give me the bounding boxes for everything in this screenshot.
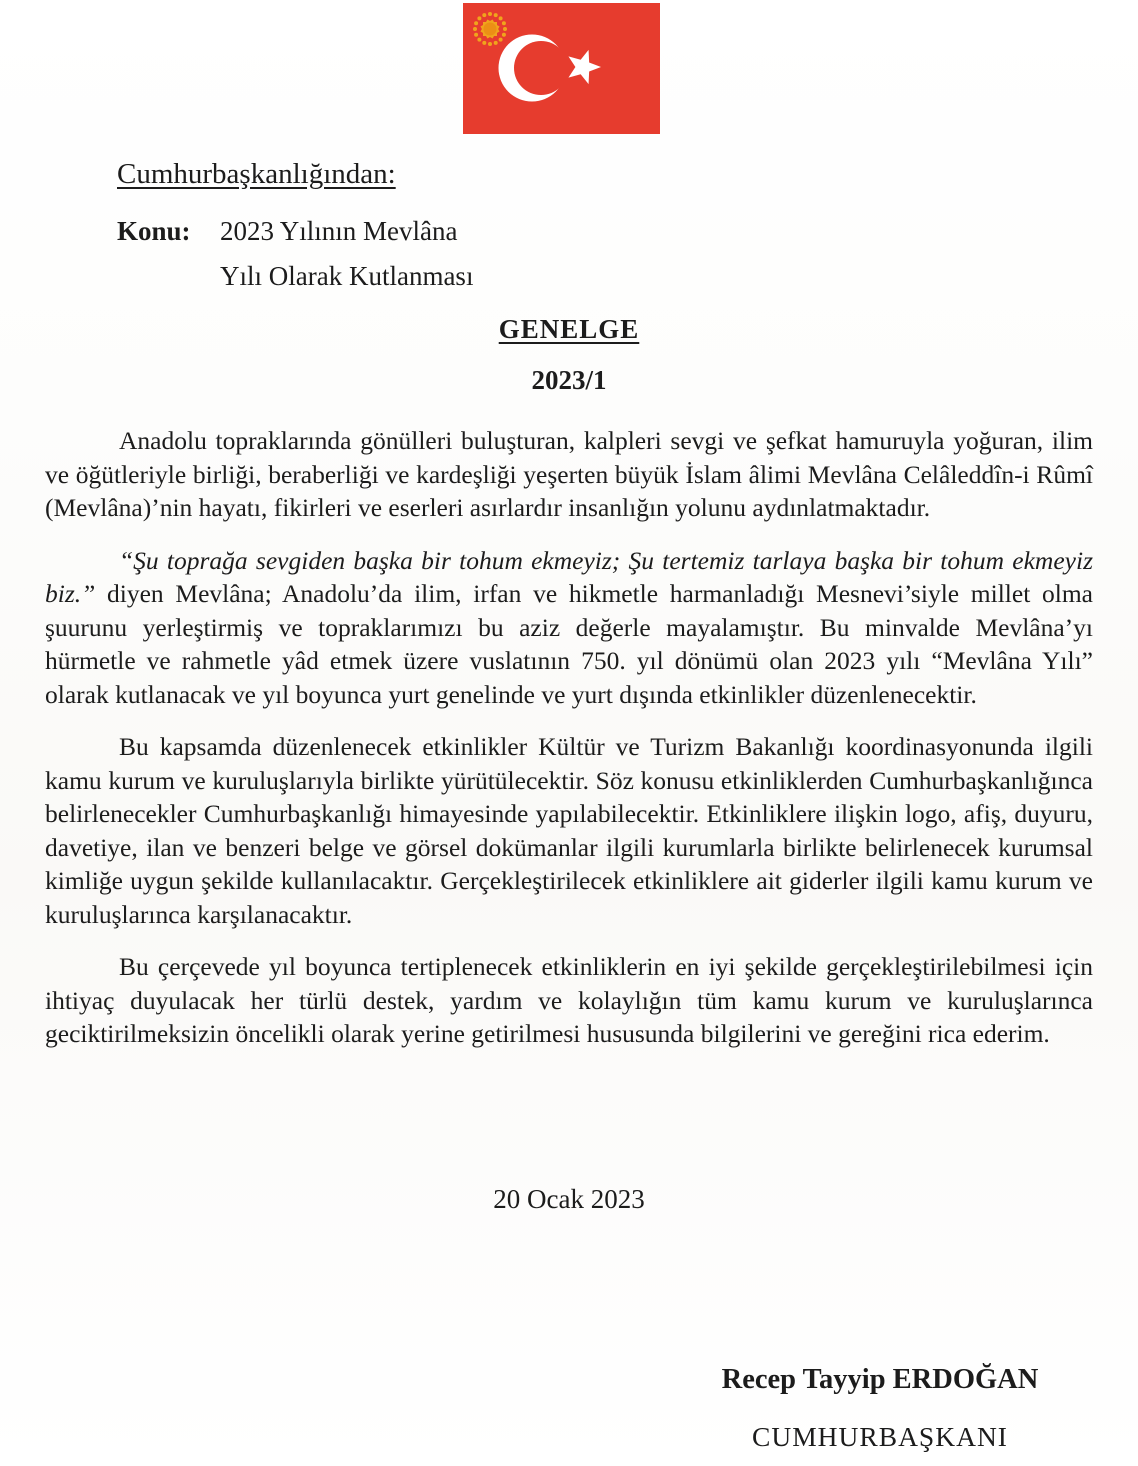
paragraph-3: Bu kapsamda düzenlenecek etkinlikler Kültür ve Turizm Bakanlığı koordinasyonunda ilgili kamu kurum ve kuruluşlarıyla birlikte yürütülecektir. Söz konusu etkinliklerden Cumhurbaşkanlığınca belirlenecekler Cumhurbaşkanlığı himayesinde yapılabilecektir. Etkinliklere ilişkin logo, afiş, duyuru, davetiye, ilan ve benzeri belge ve görsel dokümanlar ilgili kurumlarla birlikte belirlenecek kurumsal kimliğe uygun şekilde kullanılacaktır. Gerçekleştirilecek etkinliklere ait giderler ilgili kamu kurum ve kuruluşlarınca karşılanacaktır.: [45, 732, 1093, 929]
mevlana-quote: “Şu toprağa sevgiden başka bir tohum ekmeyiz; Şu tertemiz tarlaya başka bir tohum ekmeyiz biz.”: [45, 545, 1093, 608]
paragraph-4: Bu çerçevede yıl boyunca tertiplenecek etkinliklerin en iyi şekilde gerçekleştirilebilmesi için ihtiyaç duyulacak her türlü destek, yardım ve kolaylığın tüm kamu kurum ve kuruluşlarınca geciktirilmeksizin öncelikli olarak yerine getirilmesi hususunda bilgilerini ve gereğini rica ederim.: [45, 952, 1093, 1048]
crescent-inner: [514, 41, 568, 95]
turkish-presidential-flag-icon: [463, 3, 660, 134]
document-body: [45, 424, 1093, 1070]
subject-text: [220, 209, 473, 299]
paragraph-1: Anadolu topraklarında gönülleri buluşturan, kalpleri sevgi ve şefkat hamuruyla yoğuran, ilim ve öğütleriyle birliği, beraberliği ve kardeşliği yeşerten büyük İslam âlimi Mevlâna Celâleddîn-i Rûmî (Mevlâna)’nin hayatı, fikirleri ve eserleri asırlardır insanlığın yolunu aydınlatmaktadır.: [45, 426, 1093, 522]
paragraph-2-rest: diyen Mevlâna; Anadolu’da ilim, irfan ve hikmetle harmanladığı Mesnevi’siyle millet olma şuurunu yerleştirmiş ve topraklarımızı bu aziz değerle mayalamıştır. Bu minvalde Mevlâna’yı hürmetle ve rahmetle yâd etmek üzere vuslatının 750. yıl dönümü olan 2023 yılı “Mevlâna Yılı” olarak kutlanacak ve yıl boyunca yurt genelinde ve yurt dışında etkinlikler düzenlenecektir.: [45, 579, 1093, 709]
signature-title: CUMHURBAŞKANI: [752, 1421, 1008, 1452]
document-title: GENELGE: [498, 314, 640, 344]
sun-core: [484, 23, 497, 36]
circular-number: 2023/1: [531, 365, 607, 395]
subject-line-1: 2023 Yılının Mevlâna: [220, 216, 458, 246]
flag-graphic: [463, 3, 660, 134]
subject-block: [117, 209, 473, 299]
subject-label: Konu:: [117, 216, 191, 246]
paragraph-2: [45, 544, 1093, 712]
sender-heading: Cumhurbaşkanlığından:: [117, 158, 396, 190]
subject-line-2: Yılı Olarak Kutlanması: [220, 261, 474, 291]
signature-block: [680, 1364, 1080, 1453]
signature-name: Recep Tayyip ERDOĞAN: [721, 1364, 1039, 1395]
document-date: 20 Ocak 2023: [493, 1184, 645, 1214]
